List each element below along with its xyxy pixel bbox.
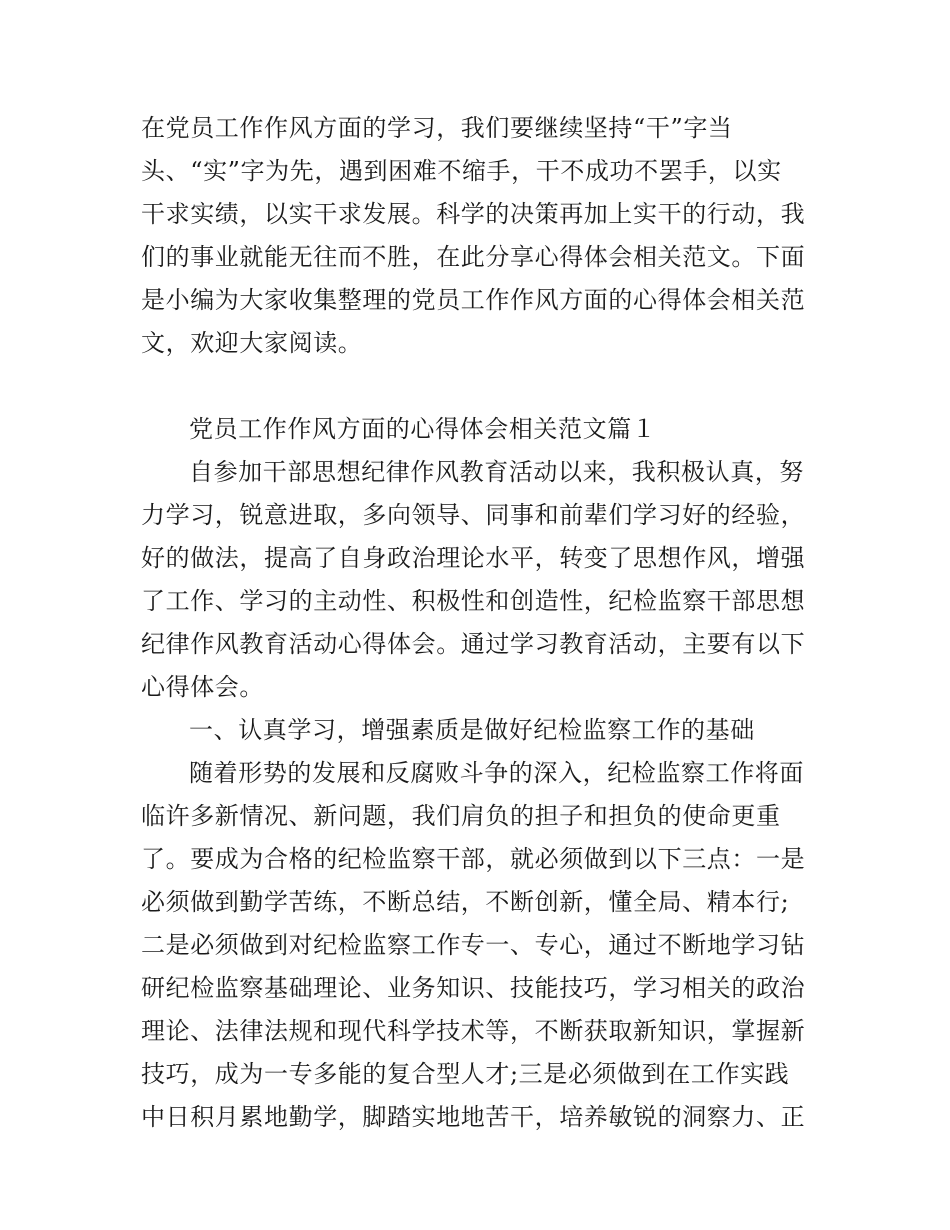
intro-line: 是小编为大家收集整理的党员工作作风方面的心得体会相关范 bbox=[141, 286, 806, 314]
intro-line: 头、“实”字为先，遇到困难不缩手，干不成功不罢手，以实 bbox=[141, 157, 782, 185]
article-heading: 党员工作作风方面的心得体会相关范文篇１ bbox=[189, 415, 657, 443]
paragraph-line: 心得体会。 bbox=[141, 673, 264, 701]
paragraph-line: 必须做到勤学苦练，不断总结，不断创新，懂全局、精本行; bbox=[141, 888, 790, 916]
paragraph-line: 理论、法律法规和现代科学技术等，不断获取新知识，掌握新 bbox=[141, 1017, 806, 1045]
paragraph-line: 中日积月累地勤学，脚踏实地地苦干，培养敏锐的洞察力、正 bbox=[141, 1103, 806, 1131]
paragraph-line: 研纪检监察基础理论、业务知识、技能技巧，学习相关的政治 bbox=[141, 974, 806, 1002]
intro-line: 文，欢迎大家阅读。 bbox=[141, 329, 363, 357]
paragraph-line: 纪律作风教育活动心得体会。通过学习教育活动，主要有以下 bbox=[141, 630, 806, 658]
intro-line: 在党员工作作风方面的学习，我们要继续坚持“干”字当 bbox=[141, 114, 733, 142]
paragraph-line: 了工作、学习的主动性、积极性和创造性，纪检监察干部思想 bbox=[141, 587, 806, 615]
paragraph-line: 随着形势的发展和反腐败斗争的深入，纪检监察工作将面 bbox=[189, 759, 804, 787]
paragraph-line: 技巧，成为一专多能的复合型人才;三是必须做到在工作实践 bbox=[141, 1060, 790, 1088]
intro-line: 干求实绩，以实干求发展。科学的决策再加上实干的行动，我 bbox=[141, 200, 806, 228]
section-title: 一、认真学习，增强素质是做好纪检监察工作的基础 bbox=[189, 716, 755, 744]
paragraph-line: 二是必须做到对纪检监察工作专一、专心，通过不断地学习钻 bbox=[141, 931, 806, 959]
paragraph-line: 了。要成为合格的纪检监察干部，就必须做到以下三点：一是 bbox=[141, 845, 806, 873]
paragraph-line: 临许多新情况、新问题，我们肩负的担子和担负的使命更重 bbox=[141, 802, 781, 830]
paragraph-line: 自参加干部思想纪律作风教育活动以来，我积极认真，努 bbox=[189, 458, 804, 486]
paragraph-line: 好的做法，提高了自身政治理论水平，转变了思想作风，增强 bbox=[141, 544, 806, 572]
paragraph-line: 力学习，锐意进取，多向领导、同事和前辈们学习好的经验， bbox=[141, 501, 806, 529]
intro-line: 们的事业就能无往而不胜，在此分享心得体会相关范文。下面 bbox=[141, 243, 806, 271]
